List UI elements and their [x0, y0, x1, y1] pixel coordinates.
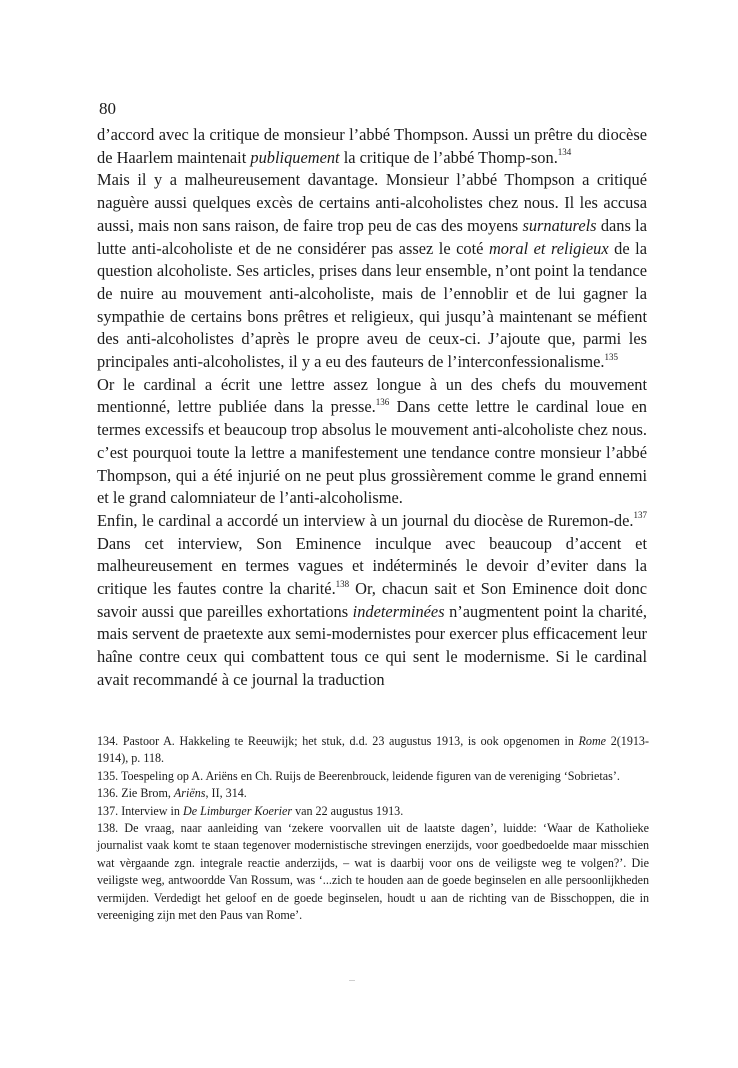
page-number: 80 — [99, 99, 116, 118]
text-run: 136. Zie Brom, — [97, 786, 174, 801]
italic-text: Ariëns — [173, 786, 206, 801]
text-run: van 22 augustus 1913. — [292, 803, 404, 818]
footnote-ref: 138 — [335, 578, 350, 589]
italic-text: surnaturels — [522, 215, 597, 235]
paragraph — [97, 510, 647, 692]
text-run: d’accord avec la critique de monsieur l’abbé Thompson. Aussi un prêtre du diocèse de Haarlem maintenait — [97, 125, 647, 167]
paragraph — [97, 374, 647, 510]
italic-text: moral et religieux — [488, 238, 609, 258]
footnote — [97, 768, 649, 785]
footnotes — [97, 733, 649, 924]
text-run: Mais il y a malheureusement davantage. Monsieur l’abbé Thompson a critiqué naguère aussi quelques excès de certains anti-alcoholistes chez nous. Il les accusa aussi, mais non sans raison, de faire trop peu de cas des moyens — [97, 170, 647, 235]
text-run: 137. Interview in — [97, 803, 183, 818]
italic-text: publiquement — [250, 147, 340, 167]
text-run: dans la lutte anti-alcoholiste et de ne considérer pas assez le coté — [97, 215, 647, 258]
text-run: de la question alcoholiste. Ses articles, prises dans leur ensemble, n’ont point la tendance de nuire au mouvement anti-alcoholiste, mais de l’ennoblir et de lui gagner la sympathie de certains bons prêtres et religieux, qui jusqu’à maintenant se méfient des anti-alcoholistes d’après le propre aveu de ceux-ci. J’ajoute que, parmi les principales anti-alcoholistes, il y a eu des fauteurs de l’interconfessionalisme. — [97, 238, 647, 372]
text-run: , II, 314. — [205, 786, 247, 801]
footnote — [97, 820, 649, 924]
paragraph — [97, 169, 647, 373]
text-run: 134. Pastoor A. Hakkeling te Reeuwijk; het stuk, d.d. 23 augustus 1913, is ook opgenomen in — [97, 734, 579, 748]
text-run: n’augmentent point la charité, mais servent de praetexte aux semi-modernistes pour exercer plus efficacement leur haîne contre ceux qui combattent tous ce qui sent le modernisme. Si le cardinal avait recommandé à ce journal la traduction — [97, 601, 647, 689]
body-text — [97, 124, 647, 692]
italic-text: indeterminées — [352, 601, 445, 621]
italic-text: Rome — [578, 734, 607, 748]
text-run: Dans cet interview, Son Eminence inculque avec beaucoup d’accent et malheureusement en termes vagues et indéterminés le devoir d’eviter dans la critique les fautes contre la charité. — [97, 533, 647, 599]
italic-text: De Limburger Koerier — [182, 803, 293, 818]
footnote-ref: 137 — [633, 510, 647, 521]
text-run: la critique de l’abbé Thomp-son. — [339, 147, 558, 167]
paragraph — [97, 124, 647, 169]
text-run: 138. De vraag, naar aanleiding van ‘zekere voorvallen uit de laatste dagen’, luidde: ‘Waar de Katholieke journalist vaak komt te staan tegenover modernistische strevingen enerzijds, voor goedbedoelde maar misschien wat vèrgaande zgn. integrale reactie anderzijds, – wat is daarbij voor ons de veiligste weg te volgen?’. Die veiligste weg, antwoordde Van Rossum, was ‘...zich te houden aan de goede beginselen en alle persoonlijkheden vermijden. Verdedigt het geloof en de goede beginselen, houdt u aan de richting van de Bisschoppen, die in vereeniging zijn met den Paus van Rome’. — [97, 821, 649, 923]
text-run: 2(1913-1914), p. 118. — [97, 734, 650, 766]
footnote — [97, 785, 649, 802]
text-run: Enfin, le cardinal a accordé un interview à un journal du diocèse de Ruremon-de. — [97, 510, 634, 530]
footnote-ref: 135 — [604, 351, 618, 362]
footnote — [97, 733, 649, 768]
footnote-ref: 136 — [375, 396, 390, 407]
text-run: Dans cette lettre le cardinal loue en termes excessifs et beaucoup trop absolus le mouvement anti-alcoholiste chez nous. c’est pourquoi toute la lettre a manifestement une tendance contre monsieur l’abbé Thompson, qui a été injurié on ne peut plus grossièrement comme le grand ennemi et le grand calomniateur de l’anti-alcoholisme. — [97, 397, 647, 508]
footnote — [97, 803, 649, 820]
scan-mark — [349, 980, 355, 981]
text-run: 135. Toespeling op A. Ariëns en Ch. Ruijs de Beerenbrouck, leidende figuren van de vereniging ‘Sobrietas’. — [97, 768, 620, 783]
text-run: Or, chacun sait et Son Eminence doit donc savoir aussi que pareilles exhortations — [97, 579, 647, 621]
footnote-ref: 134 — [557, 147, 572, 158]
text-run: Or le cardinal a écrit une lettre assez longue à un des chefs du mouvement mentionné, lettre publiée dans la presse. — [97, 374, 647, 417]
